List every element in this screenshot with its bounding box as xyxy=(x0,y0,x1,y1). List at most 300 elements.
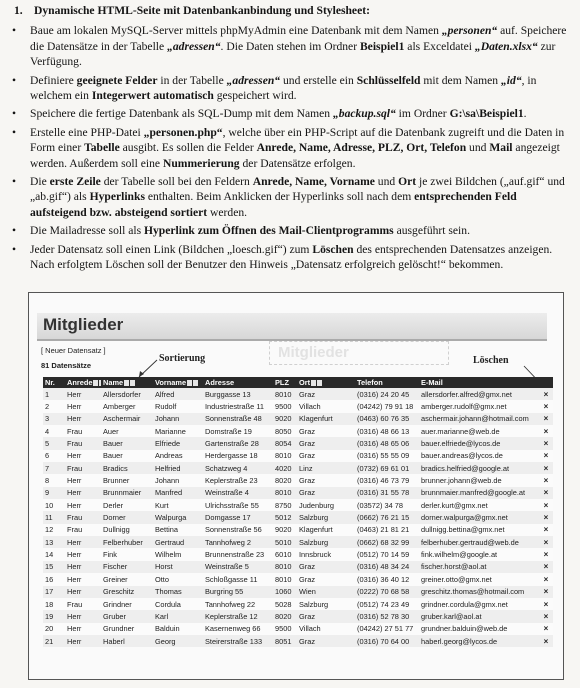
requirement-text: und xyxy=(374,175,399,189)
email-link[interactable]: haberl.georg@lycos.de xyxy=(419,635,539,647)
requirement-text: „backup.sql“ xyxy=(332,107,396,121)
sort-ascending-icon[interactable] xyxy=(93,380,98,386)
table-cell: Haberl xyxy=(101,635,153,647)
table-cell: (0316) 52 78 30 xyxy=(355,610,419,622)
table-cell: Salzburg xyxy=(297,511,355,523)
requirement-text: auf. Speichere die Datensätze in der Tabelle xyxy=(30,24,567,53)
table-cell: Allersdorfer xyxy=(101,388,153,400)
table-cell: Industriestraße 11 xyxy=(203,400,273,412)
requirement-text: Hyperlink zum Öffnen des Mail-Clientprogramms xyxy=(143,224,394,238)
table-cell: Herr xyxy=(65,610,101,622)
delete-icon[interactable]: × xyxy=(539,610,553,622)
delete-icon[interactable]: × xyxy=(539,400,553,412)
table-cell: 8050 xyxy=(273,425,297,437)
table-cell: 5 xyxy=(43,437,65,449)
table-cell: Herr xyxy=(65,536,101,548)
screenshot-header xyxy=(37,313,547,341)
table-cell: Villach xyxy=(297,623,355,635)
requirement-text: angezeigt werden. Außerdem soll eine xyxy=(30,141,560,170)
table-cell: Klagenfurt xyxy=(297,413,355,425)
mitglieder-screenshot xyxy=(28,292,564,680)
sort-descending-icon[interactable] xyxy=(99,380,101,386)
table-cell: 16 xyxy=(43,573,65,585)
column-header-label: Adresse xyxy=(205,378,235,387)
table-cell: Herr xyxy=(65,561,101,573)
requirement-text: und xyxy=(466,141,490,155)
column-header xyxy=(539,377,553,388)
table-cell: Domgasse 17 xyxy=(203,511,273,523)
delete-icon[interactable]: × xyxy=(539,635,553,647)
delete-icon[interactable]: × xyxy=(539,388,553,400)
delete-icon[interactable]: × xyxy=(539,474,553,486)
table-cell: Karl xyxy=(153,610,203,622)
sort-ascending-icon[interactable] xyxy=(187,380,192,386)
table-cell: 1 xyxy=(43,388,65,400)
table-cell: Frau xyxy=(65,598,101,610)
table-cell: Graz xyxy=(297,474,355,486)
table-cell: Johann xyxy=(153,474,203,486)
table-cell: (0662) 68 32 99 xyxy=(355,536,419,548)
requirement-text: je zwei Bildchen („auf.gif“ und „ab.gif“) als xyxy=(30,175,565,204)
requirement-text: erste Zeile xyxy=(49,175,101,189)
table-cell: Wien xyxy=(297,586,355,598)
requirement-item xyxy=(8,223,576,238)
table-row xyxy=(43,573,553,585)
table-cell: 6010 xyxy=(273,548,297,560)
email-link[interactable]: brunner.johann@web.de xyxy=(419,474,539,486)
table-cell: 8020 xyxy=(273,610,297,622)
table-cell: (0463) 60 76 35 xyxy=(355,413,419,425)
table-cell: 9020 xyxy=(273,524,297,536)
table-cell: Auer xyxy=(101,425,153,437)
table-row xyxy=(43,400,553,412)
delete-icon[interactable]: × xyxy=(539,413,553,425)
email-link[interactable]: felberhuber.gertraud@web.de xyxy=(419,536,539,548)
table-row xyxy=(43,487,553,499)
table-cell: (0732) 69 61 01 xyxy=(355,462,419,474)
requirement-text: G:\sa\Beispiel1 xyxy=(449,107,524,121)
table-cell: (0316) 70 64 00 xyxy=(355,635,419,647)
email-link[interactable]: dorner.walpurga@gmx.net xyxy=(419,511,539,523)
table-cell: Cordula xyxy=(153,598,203,610)
delete-icon[interactable]: × xyxy=(539,511,553,523)
table-cell: Weinstraße 5 xyxy=(203,561,273,573)
table-cell: Schatzweg 4 xyxy=(203,462,273,474)
email-link[interactable]: fink.wilhelm@google.at xyxy=(419,548,539,560)
email-link[interactable]: brunnmaier.manfred@google.at xyxy=(419,487,539,499)
table-cell: (03572) 34 78 xyxy=(355,499,419,511)
delete-icon[interactable]: × xyxy=(539,548,553,560)
table-cell: 13 xyxy=(43,536,65,548)
table-cell: Fischer xyxy=(101,561,153,573)
table-cell: 4 xyxy=(43,425,65,437)
table-cell: Frau xyxy=(65,524,101,536)
table-cell: Keplerstraße 23 xyxy=(203,474,273,486)
sort-arrow xyxy=(139,360,157,377)
task-title: Dynamische HTML-Seite mit Datenbankanbindung und Stylesheet: xyxy=(34,4,370,17)
table-cell: Tannhofweg 2 xyxy=(203,536,273,548)
table-cell: 3 xyxy=(43,413,65,425)
table-cell: Brunnmaier xyxy=(101,487,153,499)
table-cell: 1060 xyxy=(273,586,297,598)
sort-descending-icon[interactable] xyxy=(317,380,322,386)
sort-ascending-icon[interactable] xyxy=(311,380,316,386)
table-cell: Aschermair xyxy=(101,413,153,425)
table-cell: Derler xyxy=(101,499,153,511)
requirement-text: , welche über ein PHP-Script auf die Datenbank zugreift und die Daten in Form einer xyxy=(30,125,565,155)
table-cell: Graz xyxy=(297,635,355,647)
delete-icon[interactable]: × xyxy=(539,462,553,474)
table-cell: 8 xyxy=(43,474,65,486)
delete-icon[interactable]: × xyxy=(539,586,553,598)
table-cell: Weinstraße 4 xyxy=(203,487,273,499)
table-cell: 5028 xyxy=(273,598,297,610)
table-cell: Manfred xyxy=(153,487,203,499)
table-row xyxy=(43,511,553,523)
table-cell: Gartenstraße 28 xyxy=(203,437,273,449)
table-cell: Horst xyxy=(153,561,203,573)
column-header xyxy=(297,377,355,388)
table-cell: Graz xyxy=(297,610,355,622)
column-header-label: E-Mail xyxy=(421,378,443,387)
task-text xyxy=(8,3,576,276)
table-cell: Frau xyxy=(65,425,101,437)
requirement-text: Die xyxy=(30,175,50,189)
table-cell: (0463) 21 81 21 xyxy=(355,524,419,536)
requirement-text: zur Verfügung. xyxy=(30,39,556,69)
table-cell: 9 xyxy=(43,487,65,499)
table-cell: Ulrichsstraße 55 xyxy=(203,499,273,511)
table-cell: Klagenfurt xyxy=(297,524,355,536)
table-cell: (0316) 36 40 12 xyxy=(355,573,419,585)
requirement-item xyxy=(8,174,576,220)
table-cell: Frau xyxy=(65,462,101,474)
annotation-sort: Sortierung xyxy=(159,353,206,364)
requirement-text: in der Tabelle xyxy=(157,73,227,87)
requirement-text: Ort xyxy=(398,175,417,189)
table-cell: Thomas xyxy=(153,586,203,598)
table-cell: Herr xyxy=(65,499,101,511)
requirement-text: Erstelle eine PHP-Datei xyxy=(30,125,144,139)
email-link[interactable]: greschitz.thomas@hotmail.com xyxy=(419,586,539,598)
table-cell: Gertraud xyxy=(153,536,203,548)
requirement-text: des entsprechenden Datensatzes anzeigen. Nach erfolgtem Löschen soll der Benutzer den Hinweis „Datensatz erfolgreich gelöscht!“ bekommen. xyxy=(30,242,553,272)
table-cell: Tannhofweg 22 xyxy=(203,598,273,610)
table-row xyxy=(43,561,553,573)
table-cell: Fink xyxy=(101,548,153,560)
requirement-text: Anrede, Name, Adresse, PLZ, Ort, Telefon xyxy=(256,141,467,155)
column-header-label: PLZ xyxy=(275,378,289,387)
table-cell: 20 xyxy=(43,623,65,635)
table-row xyxy=(43,425,553,437)
table-cell: Felberhuber xyxy=(101,536,153,548)
table-cell: 12 xyxy=(43,524,65,536)
table-cell: Keplerstraße 12 xyxy=(203,610,273,622)
annotation-delete: Löschen xyxy=(473,355,509,366)
record-count: 81 Datensätze xyxy=(41,361,92,370)
table-cell: Marianne xyxy=(153,425,203,437)
email-link[interactable]: aschermair.johann@hotmail.com xyxy=(419,413,539,425)
delete-icon[interactable]: × xyxy=(539,573,553,585)
table-cell: Sonnenstraße 56 xyxy=(203,524,273,536)
requirement-text: „adressen“ xyxy=(226,73,281,87)
requirement-text: entsprechenden Feld aufsteigend bzw. absteigend sortiert xyxy=(30,190,517,219)
table-cell: Herr xyxy=(65,635,101,647)
table-cell: Graz xyxy=(297,388,355,400)
requirement-text: Schlüsselfeld xyxy=(356,73,421,87)
table-cell: (0222) 70 68 58 xyxy=(355,586,419,598)
table-cell: 5012 xyxy=(273,511,297,523)
delete-icon[interactable]: × xyxy=(539,425,553,437)
table-cell: Amberger xyxy=(101,400,153,412)
column-header xyxy=(153,377,203,388)
table-cell: 8054 xyxy=(273,437,297,449)
table-cell: 6 xyxy=(43,450,65,462)
email-link[interactable]: greiner.otto@gmx.net xyxy=(419,573,539,585)
email-link[interactable]: bradics.helfried@google.at xyxy=(419,462,539,474)
email-link[interactable]: gruber.karl@aol.at xyxy=(419,610,539,622)
column-header xyxy=(419,377,539,388)
delete-icon[interactable]: × xyxy=(539,524,553,536)
delete-icon[interactable]: × xyxy=(539,437,553,449)
table-cell: Brunner xyxy=(101,474,153,486)
requirement-item xyxy=(8,23,576,69)
requirement-text: und erstelle ein xyxy=(280,73,357,87)
requirement-text: „Daten.xlsx“ xyxy=(474,39,538,53)
table-row xyxy=(43,524,553,536)
table-cell: Johann xyxy=(153,413,203,425)
requirement-text: ausgibt. Es sollen die Felder xyxy=(119,141,257,155)
table-cell: Georg xyxy=(153,635,203,647)
table-cell: Herr xyxy=(65,388,101,400)
table-cell: Herr xyxy=(65,400,101,412)
sort-descending-icon[interactable] xyxy=(193,380,198,386)
column-header xyxy=(43,377,65,388)
table-cell: Sonnenstraße 48 xyxy=(203,413,273,425)
table-cell: Schloßgasse 11 xyxy=(203,573,273,585)
table-cell: (0512) 70 14 59 xyxy=(355,548,419,560)
table-cell: Herr xyxy=(65,623,101,635)
table-cell: Bauer xyxy=(101,437,153,449)
requirement-text: Integerwert automatisch xyxy=(91,89,214,103)
table-cell: 8020 xyxy=(273,474,297,486)
table-cell: Salzburg xyxy=(297,598,355,610)
table-cell: (0512) 74 23 49 xyxy=(355,598,419,610)
table-cell: 10 xyxy=(43,499,65,511)
table-cell: Graz xyxy=(297,425,355,437)
column-header-label: Vorname xyxy=(155,378,187,387)
table-cell: Kurt xyxy=(153,499,203,511)
requirement-text: Baue am lokalen MySQL-Server mittels phpMyAdmin eine Datenbank mit dem Namen xyxy=(30,24,442,38)
table-cell: 8010 xyxy=(273,450,297,462)
table-row xyxy=(43,598,553,610)
requirement-text: Beispiel1 xyxy=(359,39,405,53)
table-cell: 9500 xyxy=(273,623,297,635)
column-header-label: Anrede xyxy=(67,378,93,387)
members-table xyxy=(43,377,553,647)
table-header-row xyxy=(43,377,553,388)
table-row xyxy=(43,388,553,400)
delete-icon[interactable]: × xyxy=(539,561,553,573)
table-cell: Herr xyxy=(65,474,101,486)
table-cell: (0316) 48 34 24 xyxy=(355,561,419,573)
table-cell: Greschitz xyxy=(101,586,153,598)
task-number: 1. xyxy=(14,4,23,17)
table-cell: Graz xyxy=(297,573,355,585)
table-cell: Graz xyxy=(297,561,355,573)
table-row xyxy=(43,499,553,511)
table-cell: Steirerstraße 133 xyxy=(203,635,273,647)
table-cell: 8750 xyxy=(273,499,297,511)
table-cell: Salzburg xyxy=(297,536,355,548)
table-cell: 17 xyxy=(43,586,65,598)
delete-icon[interactable]: × xyxy=(539,623,553,635)
requirement-text: . Die Daten stehen im Ordner xyxy=(220,39,360,53)
table-cell: Domstraße 19 xyxy=(203,425,273,437)
table-body xyxy=(43,388,553,647)
table-cell: Otto xyxy=(153,573,203,585)
requirement-text: Speichere die fertige Datenbank als SQL-Dump mit dem Namen xyxy=(30,107,333,121)
requirement-text: der Datensätze erfolgen. xyxy=(239,156,356,170)
table-cell: Herr xyxy=(65,573,101,585)
table-row xyxy=(43,474,553,486)
requirement-item xyxy=(8,125,576,171)
table-cell: Grindner xyxy=(101,598,153,610)
requirement-text: mit dem Namen xyxy=(420,73,501,87)
table-cell: (0316) 48 65 06 xyxy=(355,437,419,449)
table-cell: (0662) 76 21 15 xyxy=(355,511,419,523)
table-cell: Judenburg xyxy=(297,499,355,511)
email-link[interactable]: bauer.andreas@lycos.de xyxy=(419,450,539,462)
table-cell: Rudolf xyxy=(153,400,203,412)
table-cell: Frau xyxy=(65,511,101,523)
sort-descending-icon[interactable] xyxy=(130,380,135,386)
table-cell: 2 xyxy=(43,400,65,412)
column-header-label: Telefon xyxy=(357,378,383,387)
table-row xyxy=(43,586,553,598)
requirement-item xyxy=(8,73,576,104)
requirement-text: werden. xyxy=(207,205,248,219)
column-header xyxy=(65,377,101,388)
table-cell: Graz xyxy=(297,437,355,449)
requirement-text: Löschen xyxy=(312,242,354,256)
requirement-text: ausgeführt sein. xyxy=(393,224,470,238)
requirement-text: Nummerierung xyxy=(162,156,240,170)
table-cell: 8010 xyxy=(273,561,297,573)
requirement-text: Definiere xyxy=(30,73,77,87)
faded-title-overlay: Mitglieder xyxy=(269,341,449,365)
table-cell: 19 xyxy=(43,610,65,622)
requirement-text: „personen.php“ xyxy=(143,125,223,139)
table-cell: 5010 xyxy=(273,536,297,548)
table-cell: 8010 xyxy=(273,487,297,499)
table-cell: 21 xyxy=(43,635,65,647)
table-row xyxy=(43,623,553,635)
sort-ascending-icon[interactable] xyxy=(124,380,129,386)
table-cell: 9020 xyxy=(273,413,297,425)
delete-icon[interactable]: × xyxy=(539,598,553,610)
table-cell: Burgring 55 xyxy=(203,586,273,598)
delete-icon[interactable]: × xyxy=(539,499,553,511)
new-record-link[interactable]: [ Neuer Datensatz ] xyxy=(41,346,106,355)
requirements-list xyxy=(8,23,576,272)
table-cell: Linz xyxy=(297,462,355,474)
table-row xyxy=(43,536,553,548)
email-link[interactable]: auer.marianne@web.de xyxy=(419,425,539,437)
column-header xyxy=(273,377,297,388)
table-cell: Kasernenweg 66 xyxy=(203,623,273,635)
email-link[interactable]: allersdorfer.alfred@gmx.net xyxy=(419,388,539,400)
delete-icon[interactable]: × xyxy=(539,487,553,499)
requirement-text: enthalten. Beim Anklicken der Hyperlinks soll nach dem xyxy=(144,190,415,204)
requirement-text: als Exceldatei xyxy=(404,39,475,53)
table-cell: Dorner xyxy=(101,511,153,523)
email-link[interactable]: grindner.cordula@gmx.net xyxy=(419,598,539,610)
table-cell: 15 xyxy=(43,561,65,573)
table-cell: 8010 xyxy=(273,573,297,585)
requirement-text: geeignete Felder xyxy=(76,73,158,87)
table-cell: (0316) 55 55 09 xyxy=(355,450,419,462)
requirement-text: der Tabelle soll bei den Feldern xyxy=(100,175,253,189)
table-cell: Bradics xyxy=(101,462,153,474)
table-cell: Herr xyxy=(65,586,101,598)
table-cell: Herr xyxy=(65,450,101,462)
requirement-text: gespeichert wird. xyxy=(213,89,297,103)
column-header-label: Nr. xyxy=(45,378,55,387)
table-cell: Frau xyxy=(65,437,101,449)
email-link[interactable]: derler.kurt@gmx.net xyxy=(419,499,539,511)
table-cell: (0316) 46 73 79 xyxy=(355,474,419,486)
table-row xyxy=(43,610,553,622)
email-link[interactable]: dullnigg.bettina@gmx.net xyxy=(419,524,539,536)
table-cell: Herr xyxy=(65,548,101,560)
column-header xyxy=(203,377,273,388)
table-cell: Graz xyxy=(297,487,355,499)
table-cell: Helfried xyxy=(153,462,203,474)
email-link[interactable]: grundner.balduin@web.de xyxy=(419,623,539,635)
table-cell: Andreas xyxy=(153,450,203,462)
table-cell: 14 xyxy=(43,548,65,560)
table-cell: 8051 xyxy=(273,635,297,647)
delete-icon[interactable]: × xyxy=(539,536,553,548)
table-cell: Dullnigg xyxy=(101,524,153,536)
requirement-text: Tabelle xyxy=(84,141,120,155)
email-link[interactable]: fischer.horst@aol.at xyxy=(419,561,539,573)
requirement-text: , in welchem ein xyxy=(30,73,537,103)
delete-icon[interactable]: × xyxy=(539,450,553,462)
requirement-text: . xyxy=(523,107,527,121)
column-header-label: Ort xyxy=(299,378,311,387)
requirement-text: im Ordner xyxy=(395,107,450,121)
table-cell: Villach xyxy=(297,400,355,412)
table-row xyxy=(43,450,553,462)
email-link[interactable]: bauer.elfriede@lycos.de xyxy=(419,437,539,449)
table-cell: Brunnenstraße 23 xyxy=(203,548,273,560)
requirement-text: Mail xyxy=(489,141,513,155)
table-cell: Burggasse 13 xyxy=(203,388,273,400)
task-heading xyxy=(14,3,576,18)
table-cell: Wilhelm xyxy=(153,548,203,560)
column-header-label: Name xyxy=(103,378,124,387)
requirement-text: Die Mailadresse soll als xyxy=(30,224,144,238)
email-link[interactable]: amberger.rudolf@gmx.net xyxy=(419,400,539,412)
table-cell: Graz xyxy=(297,450,355,462)
table-cell: (0316) 24 20 45 xyxy=(355,388,419,400)
table-cell: Grundner xyxy=(101,623,153,635)
table-cell: (04242) 79 91 18 xyxy=(355,400,419,412)
table-cell: Walpurga xyxy=(153,511,203,523)
requirement-text: Hyperlinks xyxy=(89,190,145,204)
